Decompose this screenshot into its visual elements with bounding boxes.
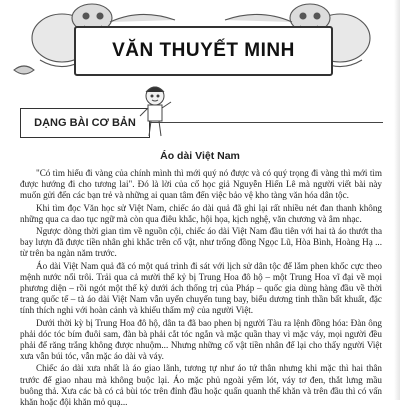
article-paragraph: "Có tìm hiểu đi vàng của chính mình thì mới quý nó được và có quý trọng đi vàng thì mới tìm được hướng đi cho tương lai". Đó là lời của cố học giả Nguyễn Hiến Lê mà người viết bài này muốn gửi đến các bạn trẻ và những ai quan tâm đến việc bảo vệ kho tàng văn hóa dân tộc.	[20, 168, 382, 201]
article-paragraph: Khi tìm đọc Văn học sử Việt Nam, chiếc áo dài quả đã ghi lại rất nhiều nét đan thanh không những qua ca dao tục ngữ mà còn qua điêu khắc, hội họa, kịch nghệ, văn chương và âm nhạc.	[20, 202, 382, 224]
article-title: Áo dài Việt Nam	[160, 150, 240, 162]
article-paragraph: Ngược dòng thời gian tìm về nguồn cội, chiếc áo dài Việt Nam đầu tiên với hai tà áo thướt tha bay lượn đã được tiền nhân ghi khắc trên cổ vật, như trống đồng Ngọc Lũ, Hòa Bình, Hoàng Hạ ... từ trên ba ngàn năm trước.	[20, 226, 382, 259]
section-label: DẠNG BÀI CƠ BẢN	[20, 108, 150, 138]
section-divider	[149, 122, 383, 123]
student-illustration	[135, 82, 175, 140]
article-paragraph: Áo dài Việt Nam quả đã có một quá trình đi sát với lịch sử dân tộc để lắm phen khốc cực theo mệnh nước nổi trôi. Trải qua cả mười thế kỷ bị Trung Hoa đô hộ – một Trung Hoa vĩ đại về mọi phương diện – rồi ngót một thế kỷ dưới ách thống trị của Pháp – quốc gia dùng hàng đầu về thời trang quốc tế – tà áo dài Việt Nam vẫn uyển chuyển tung bay, biểu dương tinh thần bất khuất, đặc tính thích nghi với hoàn cảnh và khiếu thẩm mỹ của người Việt.	[20, 260, 382, 316]
article-paragraph: Dưới thời kỳ bị Trung Hoa đô hộ, dân ta đã bao phen bị người Tàu ra lệnh đồng hóa: Đàn ông phải dóc tóc bím đuôi sam, đàn bà phải cắt tóc ngắn và mặc quần thay vì mặc váy, mọi người đều phải để răng trắng không được nhuộm... Nhưng những cố vật tiền nhân để lại cho thấy người Việt xưa vẫn búi tóc, vẫn mặc áo dài và váy.	[20, 317, 382, 362]
article-paragraph: Chiếc áo dài xưa nhất là áo giao lãnh, tương tự như áo tứ thân nhưng khi mặc thì hai thân trước để giao nhau mà không buộc lại. Áo mặc phủ ngoài yếm lót, váy tơ đen, thắt lưng mầu buông thả. Xưa các bà có cả bùi tóc trên đỉnh đầu hoặc quấn quanh thế khăn và trên đầu thì có vấn khăn hoặc đội khăn mỏ quạ...	[20, 363, 382, 408]
page-edge-shadow	[394, 0, 400, 400]
page-title-box	[74, 26, 333, 76]
article-body	[20, 168, 382, 409]
page-title: VĂN THUYẾT MINH	[112, 40, 295, 61]
